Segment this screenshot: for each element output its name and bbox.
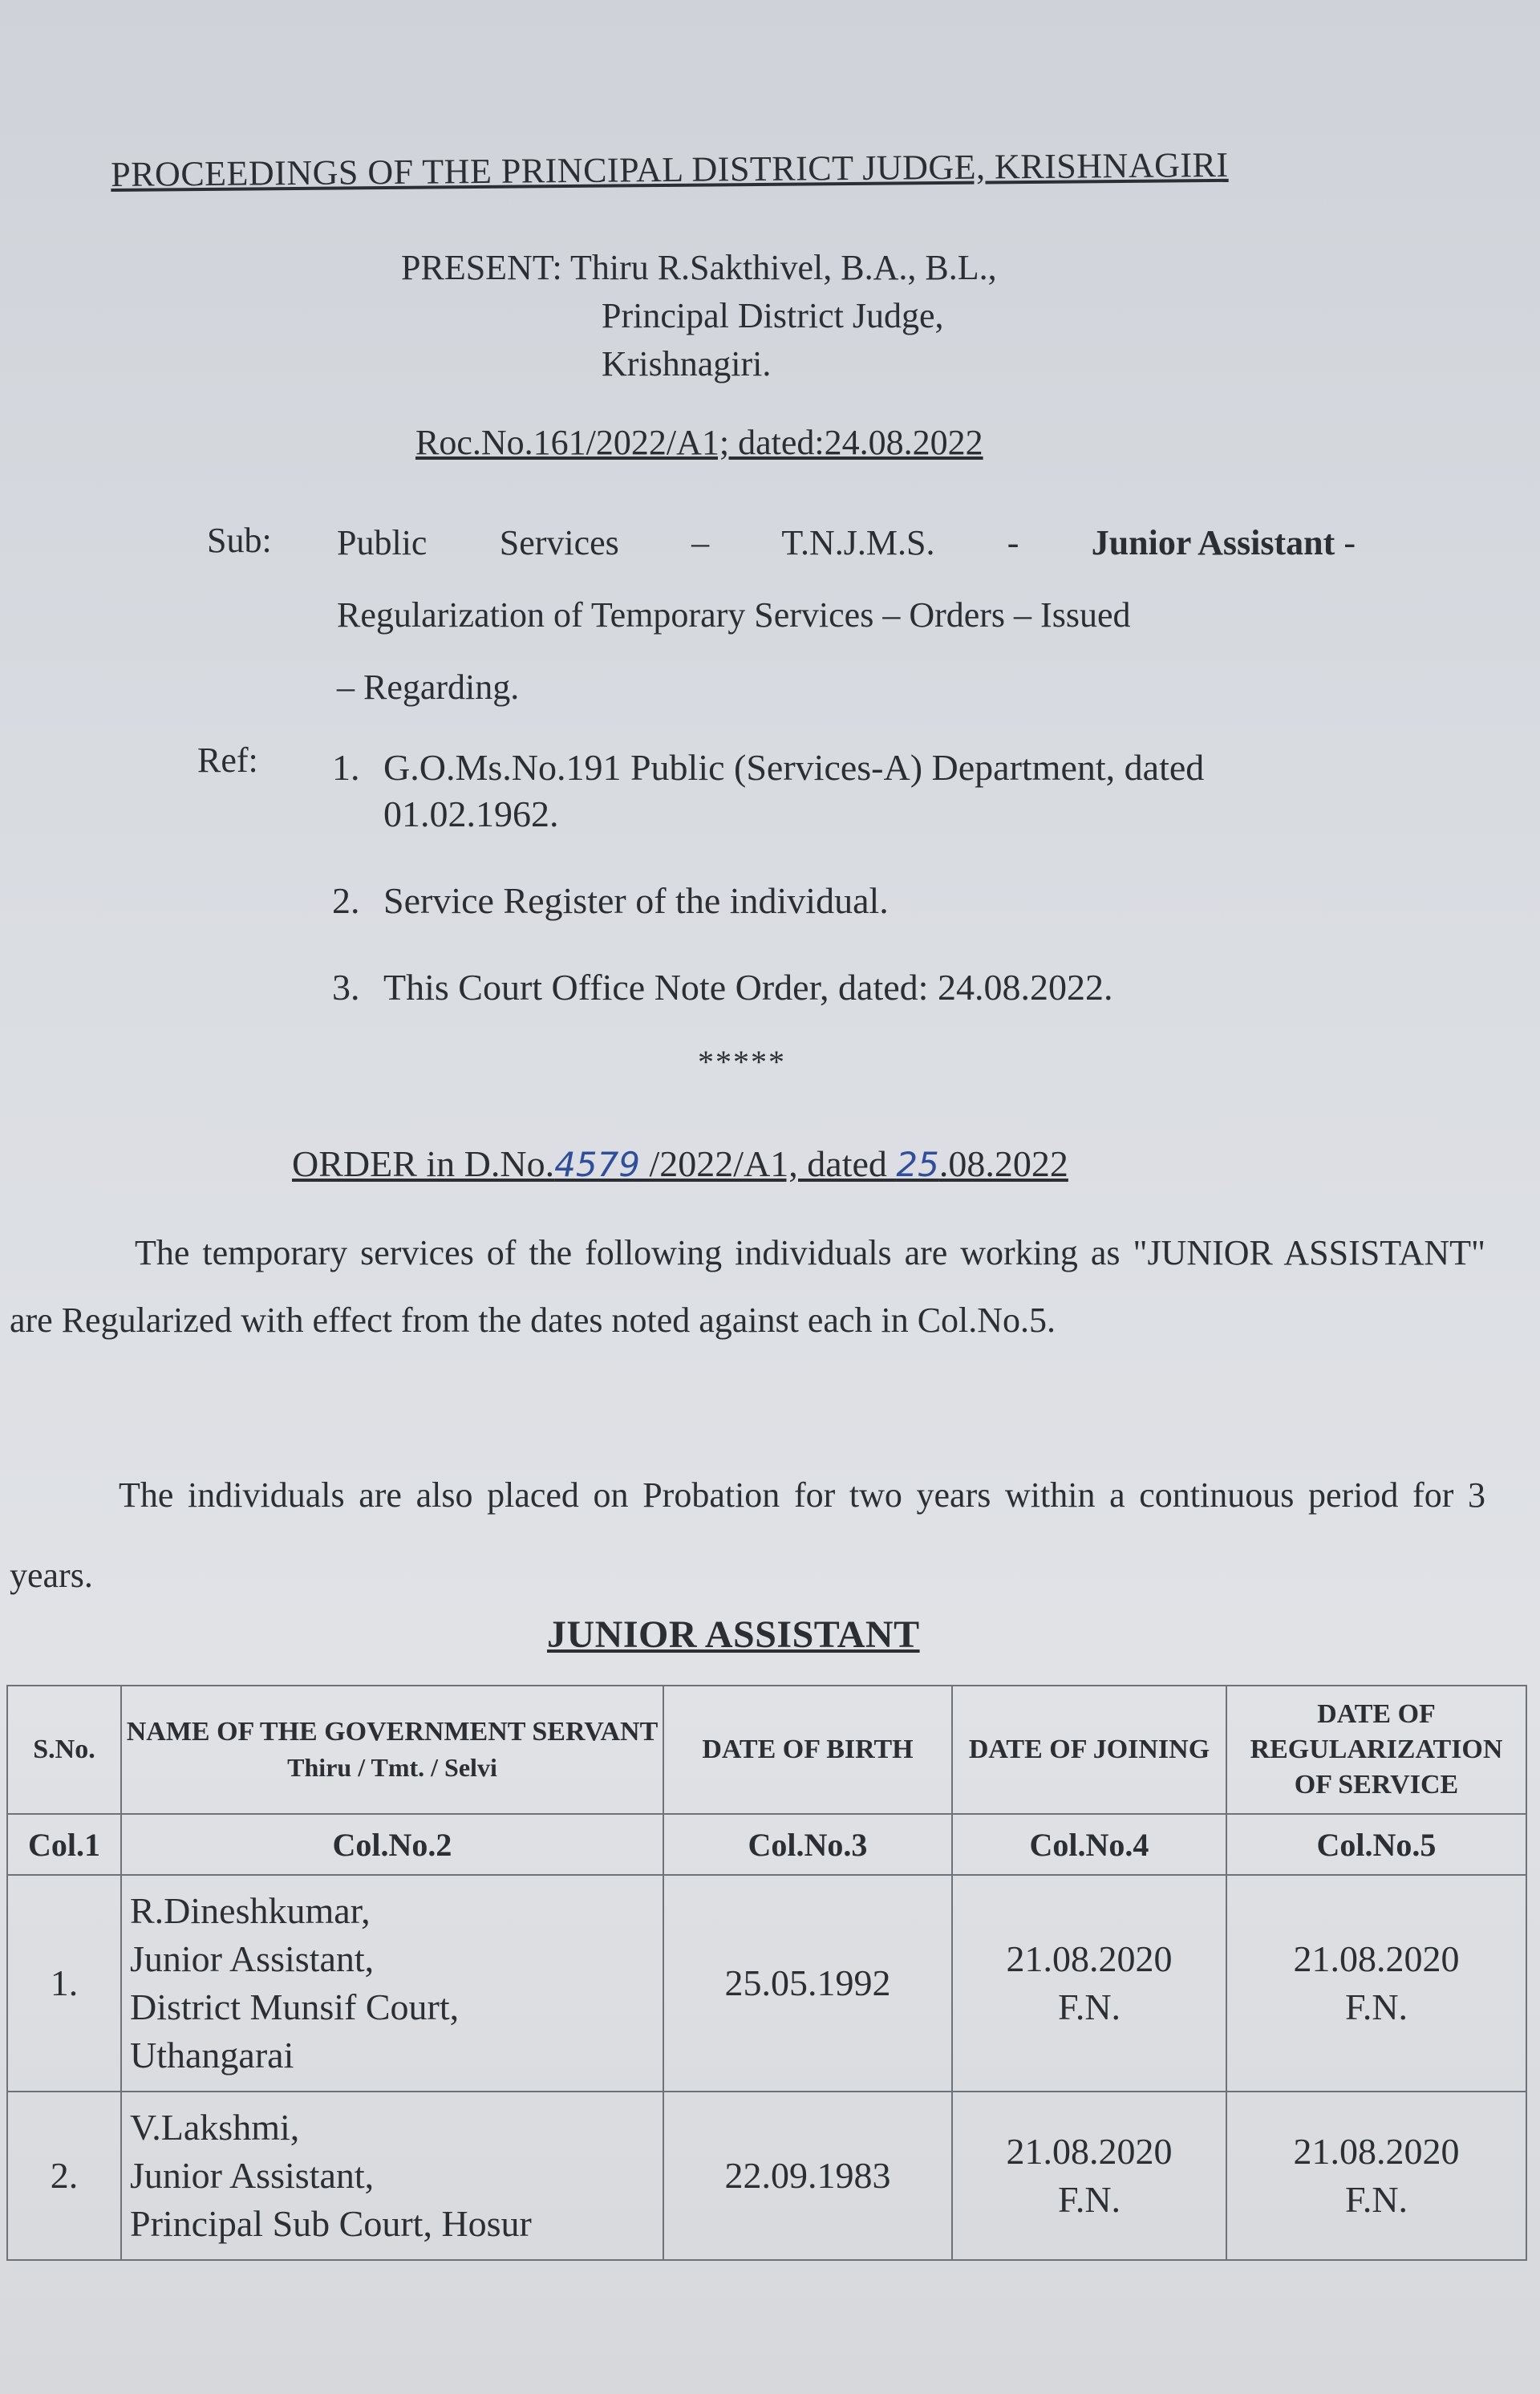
cell-name <box>121 1875 663 2092</box>
table-title: JUNIOR ASSISTANT <box>547 1613 920 1656</box>
name-line: R.Dineshkumar, <box>130 1890 371 1931</box>
cell-dob: 22.09.1983 <box>663 2092 952 2260</box>
reference-text: G.O.Ms.No.191 Public (Services-A) Department, dated 01.02.1962. <box>383 747 1205 834</box>
header-name <box>121 1686 663 1814</box>
name-line: Junior Assistant, <box>130 1938 375 1979</box>
header-dor: DATE OF REGULARIZATION OF SERVICE <box>1226 1686 1526 1814</box>
header-name-text: NAME OF THE GOVERNMENT SERVANT <box>126 1717 659 1747</box>
name-line: District Munsif Court, <box>130 1986 460 2027</box>
reference-text: This Court Office Note Order, dated: 24.08.2022. <box>383 967 1113 1008</box>
present-designation: Principal District Judge, <box>602 296 944 335</box>
col-label: Col.No.3 <box>663 1814 952 1875</box>
document-title: PROCEEDINGS OF THE PRINCIPAL DISTRICT JUDGE, KRISHNAGIRI <box>111 144 1229 194</box>
header-dob: DATE OF BIRTH <box>663 1686 952 1814</box>
cell-dob: 25.05.1992 <box>663 1875 952 2092</box>
name-line: Junior Assistant, <box>130 2155 375 2196</box>
subject-word: – <box>691 523 710 562</box>
header-sno: S.No. <box>7 1686 121 1814</box>
order-heading <box>292 1142 1068 1185</box>
roc-number: Roc.No.161/2022/A1; dated:24.08.2022 <box>415 423 983 462</box>
cell-name <box>121 2092 663 2260</box>
table-header-row <box>7 1686 1526 1814</box>
name-line: V.Lakshmi, <box>130 2107 300 2148</box>
col-label: Col.No.2 <box>121 1814 663 1875</box>
handwritten-number: 4579 <box>554 1145 641 1184</box>
subject-text <box>337 507 1356 724</box>
doj-date: 21.08.2020 <box>1006 2131 1173 2172</box>
reference-number: 3. <box>332 967 360 1008</box>
cell-doj <box>952 2092 1226 2260</box>
name-line: Principal Sub Court, Hosur <box>130 2203 532 2244</box>
col-label: Col.No.5 <box>1226 1814 1526 1875</box>
doj-session: F.N. <box>1057 2179 1121 2220</box>
reference-item <box>332 745 1343 838</box>
reference-item <box>332 964 1343 1011</box>
reference-number: 2. <box>332 880 360 921</box>
order-suffix: .08.2022 <box>938 1143 1068 1184</box>
table-row <box>7 2092 1526 2260</box>
subject-word: Public <box>337 523 428 562</box>
cell-doj <box>952 1875 1226 2092</box>
regularization-table <box>6 1685 1527 2261</box>
dor-session: F.N. <box>1344 1986 1408 2027</box>
subject-word: T.N.J.M.S. <box>781 523 935 562</box>
separator-stars: ***** <box>698 1044 786 1080</box>
subject-word: - <box>1007 523 1019 562</box>
doj-date: 21.08.2020 <box>1006 1938 1173 1979</box>
reference-text: Service Register of the individual. <box>383 880 889 921</box>
name-line: Uthangarai <box>130 2035 294 2075</box>
body-paragraph-2: The individuals are also placed on Probation for two years within a continuous period for 3 years. <box>10 1475 1485 1595</box>
order-prefix: ORDER in D.No. <box>292 1143 555 1184</box>
cell-sno: 1. <box>7 1875 121 2092</box>
subject-dash: - <box>1335 523 1356 562</box>
reference-item <box>332 878 1343 924</box>
cell-dor <box>1226 1875 1526 2092</box>
col-label: Col.No.4 <box>952 1814 1226 1875</box>
header-name-sub: Thiru / Tmt. / Selvi <box>287 1753 497 1782</box>
dor-date: 21.08.2020 <box>1293 2131 1460 2172</box>
column-label-row <box>7 1814 1526 1875</box>
table-row <box>7 1875 1526 2092</box>
present-label: PRESENT: <box>401 248 562 287</box>
reference-label: Ref: <box>197 741 258 780</box>
subject-bold: Junior Assistant <box>1091 523 1335 562</box>
handwritten-day: 25 <box>896 1145 939 1184</box>
header-doj: DATE OF JOINING <box>952 1686 1226 1814</box>
subject-line-1 <box>337 507 1356 579</box>
col-label: Col.1 <box>7 1814 121 1875</box>
present-place: Krishnagiri. <box>602 344 772 383</box>
subject-line-3: – Regarding. <box>337 667 520 707</box>
cell-dor <box>1226 2092 1526 2260</box>
reference-number: 1. <box>332 747 360 788</box>
dor-session: F.N. <box>1344 2179 1408 2220</box>
body-paragraph-1: The temporary services of the following individuals are working as "JUNIOR ASSISTANT" are Regularized with effect from the dates noted against each in Col.No.5. <box>10 1233 1485 1340</box>
reference-list <box>332 745 1343 1051</box>
subject-label: Sub: <box>207 521 272 560</box>
cell-sno: 2. <box>7 2092 121 2260</box>
present-name: Thiru R.Sakthivel, B.A., B.L., <box>569 248 997 287</box>
dor-date: 21.08.2020 <box>1293 1938 1460 1979</box>
subject-line-2: Regularization of Temporary Services – Orders – Issued <box>337 595 1131 635</box>
order-middle: /2022/A1, dated <box>640 1143 897 1184</box>
subject-word: Services <box>499 523 619 562</box>
doj-session: F.N. <box>1057 1986 1121 2027</box>
present-block <box>401 244 997 388</box>
